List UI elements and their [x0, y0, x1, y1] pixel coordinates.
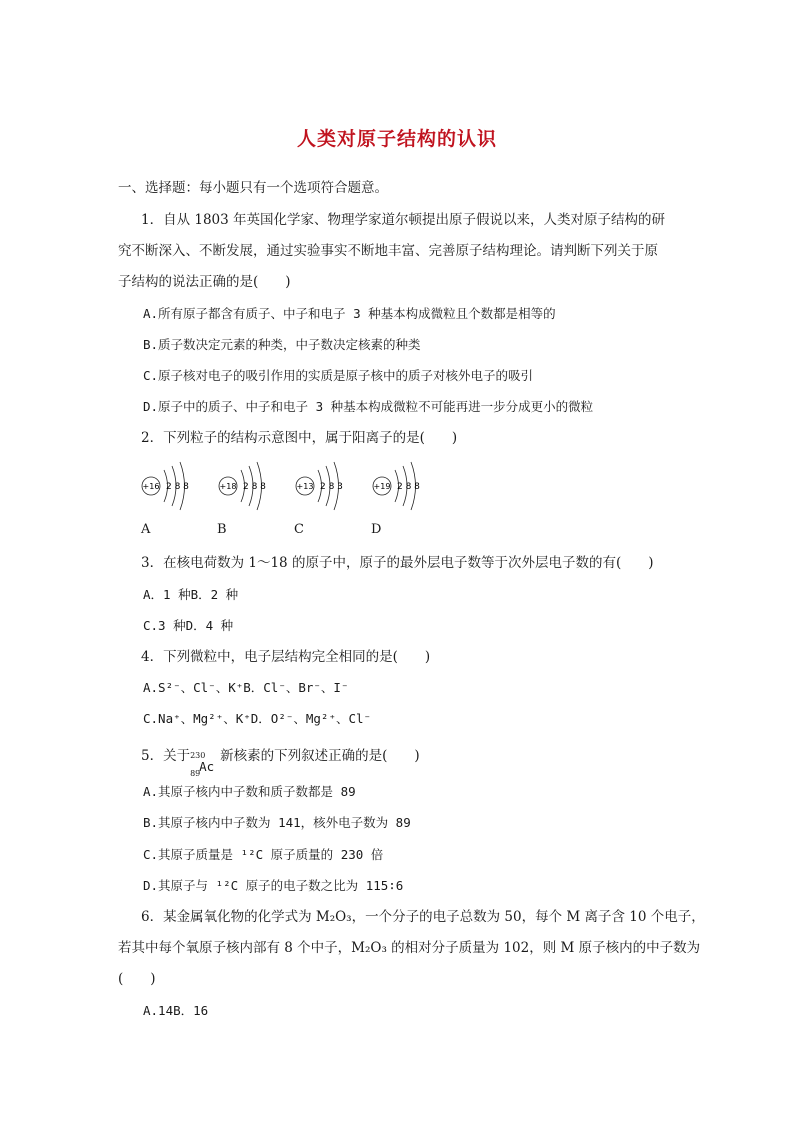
q4-text: 4．下列微粒中，电子层结构完全相同的是( )	[141, 649, 431, 665]
q5-option-c: C.其原子质量是 ¹²C 原子质量的 230 倍	[143, 847, 384, 862]
atom-c-nucleus: +13	[296, 482, 314, 491]
nuclide-atomic-number: 89	[190, 769, 201, 778]
q1-option-a: A.所有原子都含有质子、中子和电子 3 种基本构成微粒且个数都是相等的	[143, 306, 556, 321]
q1-text-line1: 1．自从 1803 年英国化学家、物理学家道尔顿提出原子假说以来，人类对原子结构的研	[141, 212, 666, 228]
q5-suffix: 新核素的下列叙述正确的是( )	[220, 748, 420, 764]
atom-d-nucleus: +19	[373, 482, 391, 491]
q6-text-line2: 若其中每个氧原子核内部有 8 个中子，M₂O₃ 的相对分子质量为 102，则 M 原子核内的中子数为	[118, 940, 701, 956]
q6-options-ab: A.14B．16	[143, 1003, 209, 1018]
atom-a-nucleus: +16	[142, 482, 160, 491]
atom-label-b: B	[217, 522, 227, 537]
atom-structure-diagrams	[138, 458, 438, 514]
atom-a-shells: 2 8 8	[166, 482, 189, 492]
page-title: 人类对原子结构的认识	[296, 128, 497, 150]
q1-text-line3: 子结构的说法正确的是( )	[118, 274, 291, 290]
q5-text	[141, 746, 420, 778]
q2-text: 2．下列粒子的结构示意图中，属于阳离子的是( )	[141, 430, 458, 446]
q5-option-d: D.其原子与 ¹²C 原子的电子数之比为 115∶6	[143, 878, 404, 893]
atom-label-d: D	[371, 522, 382, 537]
atom-c-shells: 2 8 3	[320, 482, 343, 492]
nuclide-mass-number: 230	[190, 751, 206, 760]
atom-diagram-b	[219, 462, 266, 510]
atom-label-c: C	[294, 522, 304, 537]
q3-options-ab: A．1 种B．2 种	[143, 587, 239, 602]
atom-d-shells: 2 8 8	[397, 482, 420, 492]
q1-option-b: B.质子数决定元素的种类，中子数决定核素的种类	[143, 337, 421, 352]
q1-option-c: C.原子核对电子的吸引作用的实质是原子核中的质子对核外电子的吸引	[143, 368, 534, 383]
q6-text-line3: ( )	[118, 971, 156, 987]
q5-option-b: B.其原子核内中子数为 141，核外电子数为 89	[143, 815, 411, 830]
atom-diagram-a	[142, 462, 189, 510]
q5-prefix: 5．关于	[141, 748, 191, 764]
q4-options-ab: A.S²⁻、Cl⁻、K⁺B．Cl⁻、Br⁻、I⁻	[143, 680, 349, 695]
q1-option-d: D.原子中的质子、中子和电子 3 种基本构成微粒不可能再进一步分成更小的微粒	[143, 399, 594, 414]
atom-diagram-d	[373, 462, 420, 510]
q3-options-cd: C.3 种D．4 种	[143, 618, 234, 633]
nuclide-element: Ac	[199, 759, 215, 774]
q1-text-line2: 究不断深入、不断发展，通过实验事实不断地丰富、完善原子结构理论。请判断下列关于原	[118, 243, 658, 259]
q5-option-a: A.其原子核内中子数和质子数都是 89	[143, 784, 356, 799]
q3-text: 3．在核电荷数为 1～18 的原子中，原子的最外层电子数等于次外层电子数的有( )	[141, 555, 654, 571]
section-heading: 一、选择题：每小题只有一个选项符合题意。	[118, 180, 388, 196]
atom-b-nucleus: +18	[219, 482, 237, 491]
q4-options-cd: C.Na⁺、Mg²⁺、K⁺D．O²⁻、Mg²⁺、Cl⁻	[143, 711, 372, 726]
q6-text-line1: 6．某金属氧化物的化学式为 M₂O₃，一个分子的电子总数为 50，每个 M 离子含 10 个电子，	[141, 909, 705, 925]
atom-label-a: A	[141, 522, 151, 537]
atom-diagram-c	[296, 462, 343, 510]
atom-b-shells: 2 8 8	[243, 482, 266, 492]
